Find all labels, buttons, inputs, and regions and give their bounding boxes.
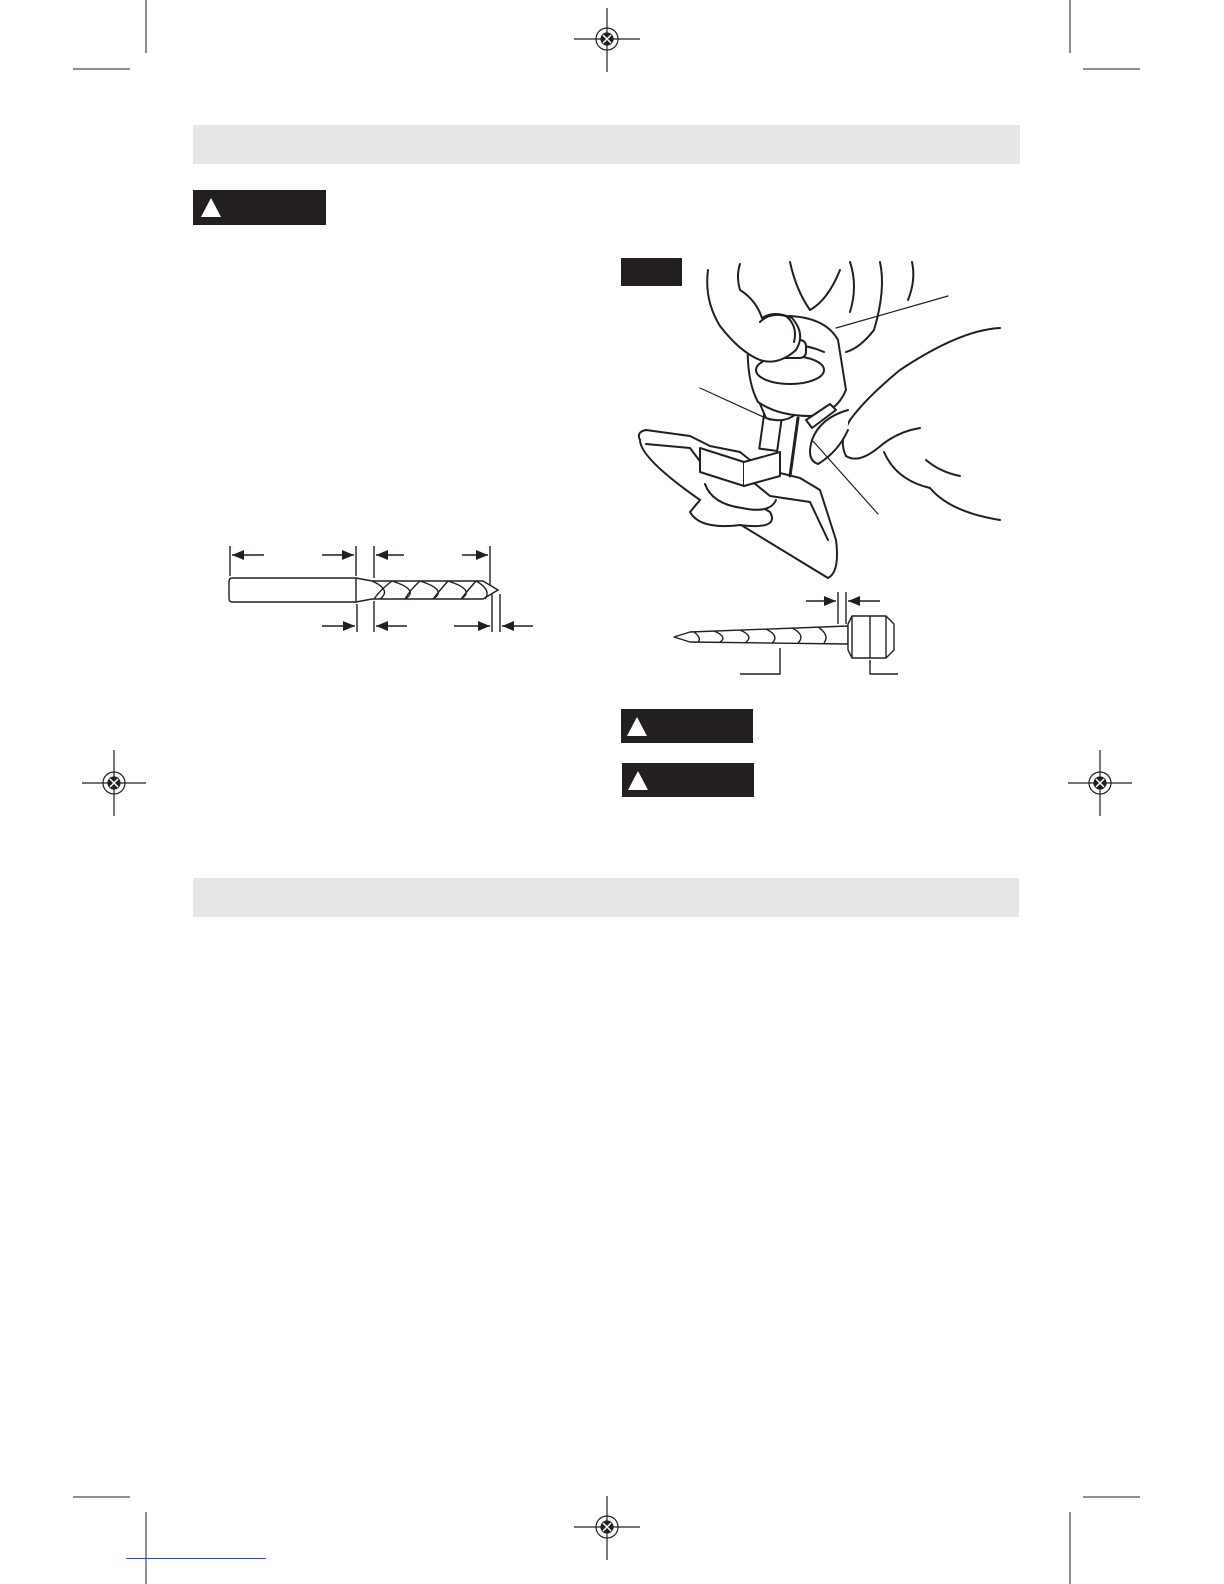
bottom-link-underline bbox=[126, 1558, 266, 1559]
